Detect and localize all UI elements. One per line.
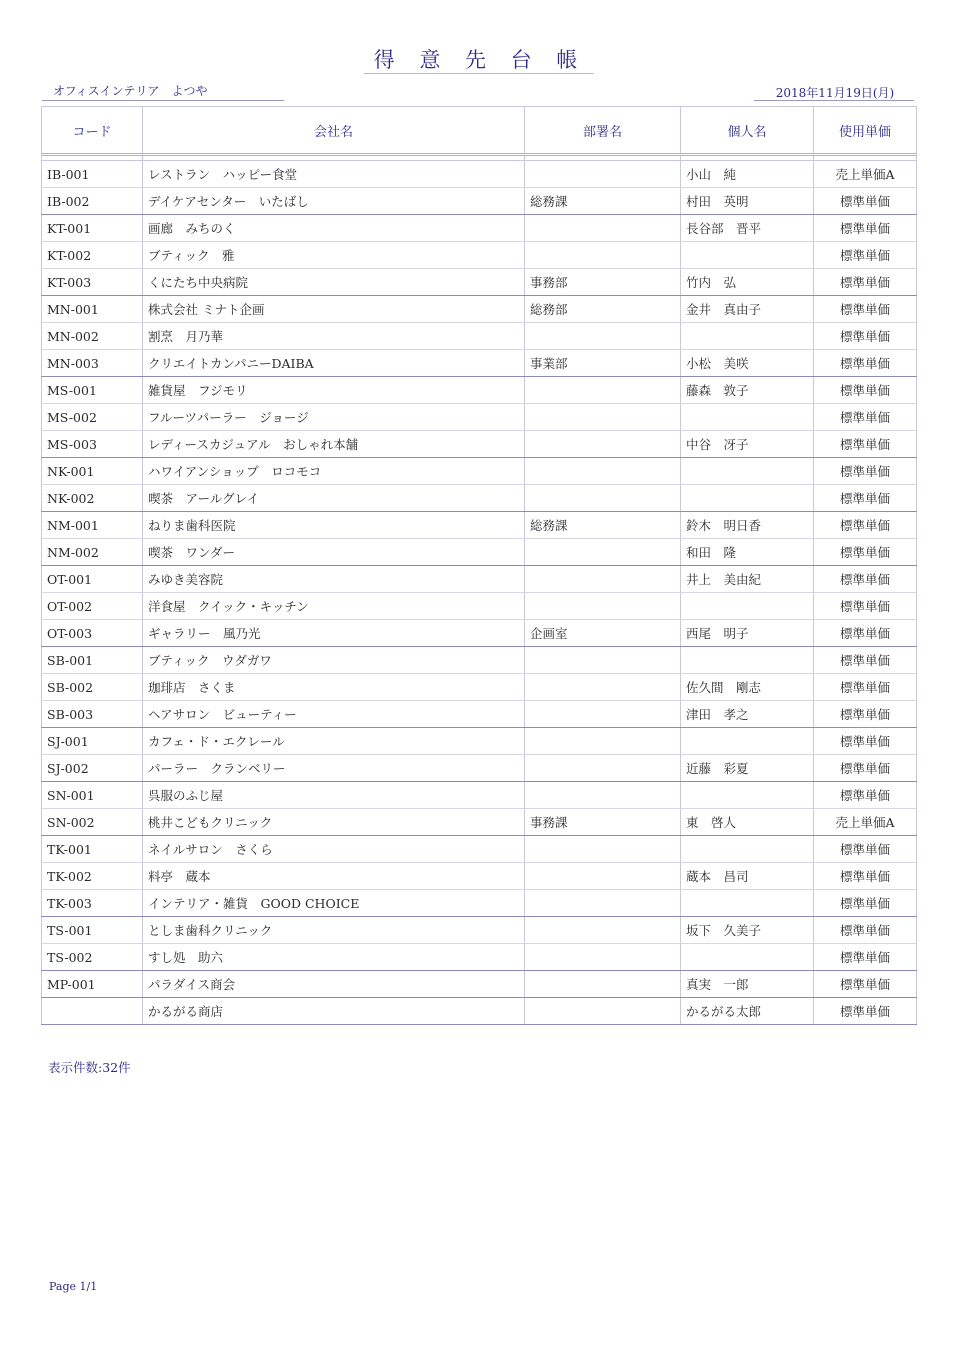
cell-company: 割烹 月乃華 [143,323,525,350]
cell-department [525,485,681,512]
cell-code: KT-003 [42,269,143,296]
cell-department [525,998,681,1025]
cell-price: 標準単価 [814,998,917,1025]
cell-code: SJ-002 [42,755,143,782]
cell-department [525,431,681,458]
cell-price: 標準単価 [814,431,917,458]
cell-person: 津田 孝之 [681,701,814,728]
cell-department [525,323,681,350]
cell-company: 画廊 みちのく [143,215,525,242]
cell-code: NM-001 [42,512,143,539]
cell-price: 標準単価 [814,620,917,647]
cell-price: 売上単価A [814,161,917,188]
cell-code: NK-002 [42,485,143,512]
cell-price: 標準単価 [814,539,917,566]
table-row [42,809,917,836]
cell-price: 標準単価 [814,836,917,863]
cell-company: 呉服のふじ屋 [143,782,525,809]
cell-person: 長谷部 晋平 [681,215,814,242]
cell-person: 蔵本 昌司 [681,863,814,890]
cell-price: 標準単価 [814,728,917,755]
cell-code: SB-001 [42,647,143,674]
cell-department [525,890,681,917]
header-price: 使用単価 [814,107,917,155]
cell-price: 標準単価 [814,323,917,350]
table-row [42,539,917,566]
table-row [42,458,917,485]
cell-person: 佐久間 剛志 [681,674,814,701]
cell-price: 標準単価 [814,296,917,323]
cell-department [525,917,681,944]
cell-company: ブティック ウダガワ [143,647,525,674]
page-number: Page 1/1 [49,1280,98,1293]
cell-person: 井上 美由紀 [681,566,814,593]
cell-code: TS-002 [42,944,143,971]
cell-person [681,323,814,350]
cell-code: SB-002 [42,674,143,701]
cell-price: 標準単価 [814,674,917,701]
cell-person [681,944,814,971]
cell-company: くにたち中央病院 [143,269,525,296]
cell-company: ブティック 雅 [143,242,525,269]
cell-department: 事務部 [525,269,681,296]
cell-company: すし処 助六 [143,944,525,971]
report-title: 得 意 先 台 帳 [373,48,587,72]
cell-person [681,242,814,269]
cell-price: 標準単価 [814,755,917,782]
table-row [42,269,917,296]
cell-department [525,539,681,566]
cell-department [525,674,681,701]
table-row [42,755,917,782]
cell-price: 標準単価 [814,971,917,998]
table-row [42,620,917,647]
cell-code: MN-002 [42,323,143,350]
cell-code: KT-002 [42,242,143,269]
header-company: 会社名 [143,107,525,155]
cell-price: 標準単価 [814,377,917,404]
cell-company: 株式会社 ミナト企画 [143,296,525,323]
cell-company: レディースカジュアル おしゃれ本舗 [143,431,525,458]
cell-code [42,998,143,1025]
table-row [42,377,917,404]
table-row [42,998,917,1025]
table-row [42,674,917,701]
cell-department [525,566,681,593]
cell-person: 坂下 久美子 [681,917,814,944]
cell-company: ギャラリー 風乃光 [143,620,525,647]
cell-department [525,836,681,863]
table-row [42,485,917,512]
cell-price: 標準単価 [814,701,917,728]
table-row [42,917,917,944]
cell-price: 標準単価 [814,863,917,890]
cell-price: 売上単価A [814,809,917,836]
table-row [42,566,917,593]
cell-person [681,404,814,431]
table-row [42,161,917,188]
table-row [42,350,917,377]
cell-department [525,728,681,755]
cell-code: TK-001 [42,836,143,863]
table-row [42,836,917,863]
cell-department: 企画室 [525,620,681,647]
cell-person: 村田 英明 [681,188,814,215]
cell-department [525,863,681,890]
cell-person [681,890,814,917]
cell-price: 標準単価 [814,512,917,539]
cell-company: 雑貨屋 フジモリ [143,377,525,404]
cell-code: KT-001 [42,215,143,242]
cell-company: パラダイス商会 [143,971,525,998]
table-row [42,215,917,242]
cell-department [525,647,681,674]
cell-person: 西尾 明子 [681,620,814,647]
cell-company: 珈琲店 さくま [143,674,525,701]
cell-price: 標準単価 [814,215,917,242]
header-row [42,107,917,155]
cell-person: 近藤 彩夏 [681,755,814,782]
cell-company: 料亭 蔵本 [143,863,525,890]
cell-code: SB-003 [42,701,143,728]
cell-company: インテリア・雑貨 GOOD CHOICE [143,890,525,917]
table-row [42,728,917,755]
cell-department: 総務課 [525,512,681,539]
table-row [42,512,917,539]
cell-company: デイケアセンター いたばし [143,188,525,215]
cell-person: 小山 純 [681,161,814,188]
ledger-body [42,155,917,1025]
cell-person: 中谷 冴子 [681,431,814,458]
cell-price: 標準単価 [814,485,917,512]
cell-person [681,647,814,674]
table-row [42,647,917,674]
cell-code: MS-002 [42,404,143,431]
cell-person: 和田 隆 [681,539,814,566]
cell-company: ヘアサロン ビューティー [143,701,525,728]
cell-company: ハワイアンショップ ロコモコ [143,458,525,485]
cell-company: カフェ・ド・エクレール [143,728,525,755]
cell-company: 喫茶 アールグレイ [143,485,525,512]
cell-person: 小松 美咲 [681,350,814,377]
cell-department [525,242,681,269]
cell-person: 東 啓人 [681,809,814,836]
cell-code: MS-003 [42,431,143,458]
cell-department [525,701,681,728]
cell-person [681,836,814,863]
cell-person [681,782,814,809]
cell-price: 標準単価 [814,944,917,971]
cell-price: 標準単価 [814,269,917,296]
cell-person [681,728,814,755]
title-underline [364,73,594,74]
cell-department [525,593,681,620]
cell-price: 標準単価 [814,350,917,377]
header-code: コード [42,107,143,155]
cell-code: TS-001 [42,917,143,944]
cell-code: MN-003 [42,350,143,377]
cell-code: SN-002 [42,809,143,836]
table-row [42,431,917,458]
cell-price: 標準単価 [814,404,917,431]
table-row [42,188,917,215]
cell-company: としま歯科クリニック [143,917,525,944]
cell-company: かるがる商店 [143,998,525,1025]
table-row [42,404,917,431]
cell-price: 標準単価 [814,566,917,593]
record-count: 表示件数:32件 [48,1060,131,1075]
cell-price: 標準単価 [814,890,917,917]
cell-price: 標準単価 [814,458,917,485]
cell-department [525,377,681,404]
table-row [42,242,917,269]
cell-department: 総務課 [525,188,681,215]
cell-company: 洋食屋 クイック・キッチン [143,593,525,620]
cell-person [681,458,814,485]
cell-company: レストラン ハッピー食堂 [143,161,525,188]
table-row [42,971,917,998]
cell-department: 総務部 [525,296,681,323]
table-row [42,296,917,323]
cell-person [681,593,814,620]
cell-code: MP-001 [42,971,143,998]
cell-person: かるがる太郎 [681,998,814,1025]
cell-price: 標準単価 [814,242,917,269]
table-row [42,593,917,620]
table-row [42,323,917,350]
header-person: 個人名 [681,107,814,155]
table-row [42,890,917,917]
cell-department [525,404,681,431]
cell-person [681,485,814,512]
cell-code: OT-001 [42,566,143,593]
cell-department [525,971,681,998]
customer-ledger-table [41,106,917,1025]
cell-department: 事業部 [525,350,681,377]
cell-code: OT-003 [42,620,143,647]
cell-company: フルーツパーラー ジョージ [143,404,525,431]
cell-person: 竹内 弘 [681,269,814,296]
cell-company: ねりま歯科医院 [143,512,525,539]
report-date: 2018年11月19日(月) [775,86,895,100]
cell-price: 標準単価 [814,593,917,620]
cell-person: 真実 一郎 [681,971,814,998]
cell-price: 標準単価 [814,917,917,944]
cell-company: ネイルサロン さくら [143,836,525,863]
cell-code: TK-002 [42,863,143,890]
cell-code: TK-003 [42,890,143,917]
cell-department [525,944,681,971]
table-row [42,944,917,971]
cell-department [525,161,681,188]
table-row [42,863,917,890]
cell-code: MS-001 [42,377,143,404]
header-department: 部署名 [525,107,681,155]
cell-department: 事務課 [525,809,681,836]
date-underline [754,100,914,101]
cell-company: パーラー クランベリー [143,755,525,782]
cell-department [525,782,681,809]
cell-department [525,215,681,242]
cell-company: クリエイトカンパニーDAIBA [143,350,525,377]
cell-price: 標準単価 [814,188,917,215]
cell-code: NK-001 [42,458,143,485]
cell-code: MN-001 [42,296,143,323]
cell-person: 鈴木 明日香 [681,512,814,539]
cell-code: OT-002 [42,593,143,620]
cell-company: 桃井こどもクリニック [143,809,525,836]
cell-person: 金井 真由子 [681,296,814,323]
cell-department [525,755,681,782]
issuer-underline [42,100,284,101]
cell-code: NM-002 [42,539,143,566]
issuer-company: オフィスインテリア よつや [53,84,208,98]
cell-code: SJ-001 [42,728,143,755]
cell-code: IB-001 [42,161,143,188]
cell-company: 喫茶 ワンダー [143,539,525,566]
cell-department [525,458,681,485]
cell-person: 藤森 敦子 [681,377,814,404]
table-row [42,701,917,728]
cell-price: 標準単価 [814,782,917,809]
cell-code: SN-001 [42,782,143,809]
cell-price: 標準単価 [814,647,917,674]
table-row [42,782,917,809]
cell-company: みゆき美容院 [143,566,525,593]
cell-code: IB-002 [42,188,143,215]
